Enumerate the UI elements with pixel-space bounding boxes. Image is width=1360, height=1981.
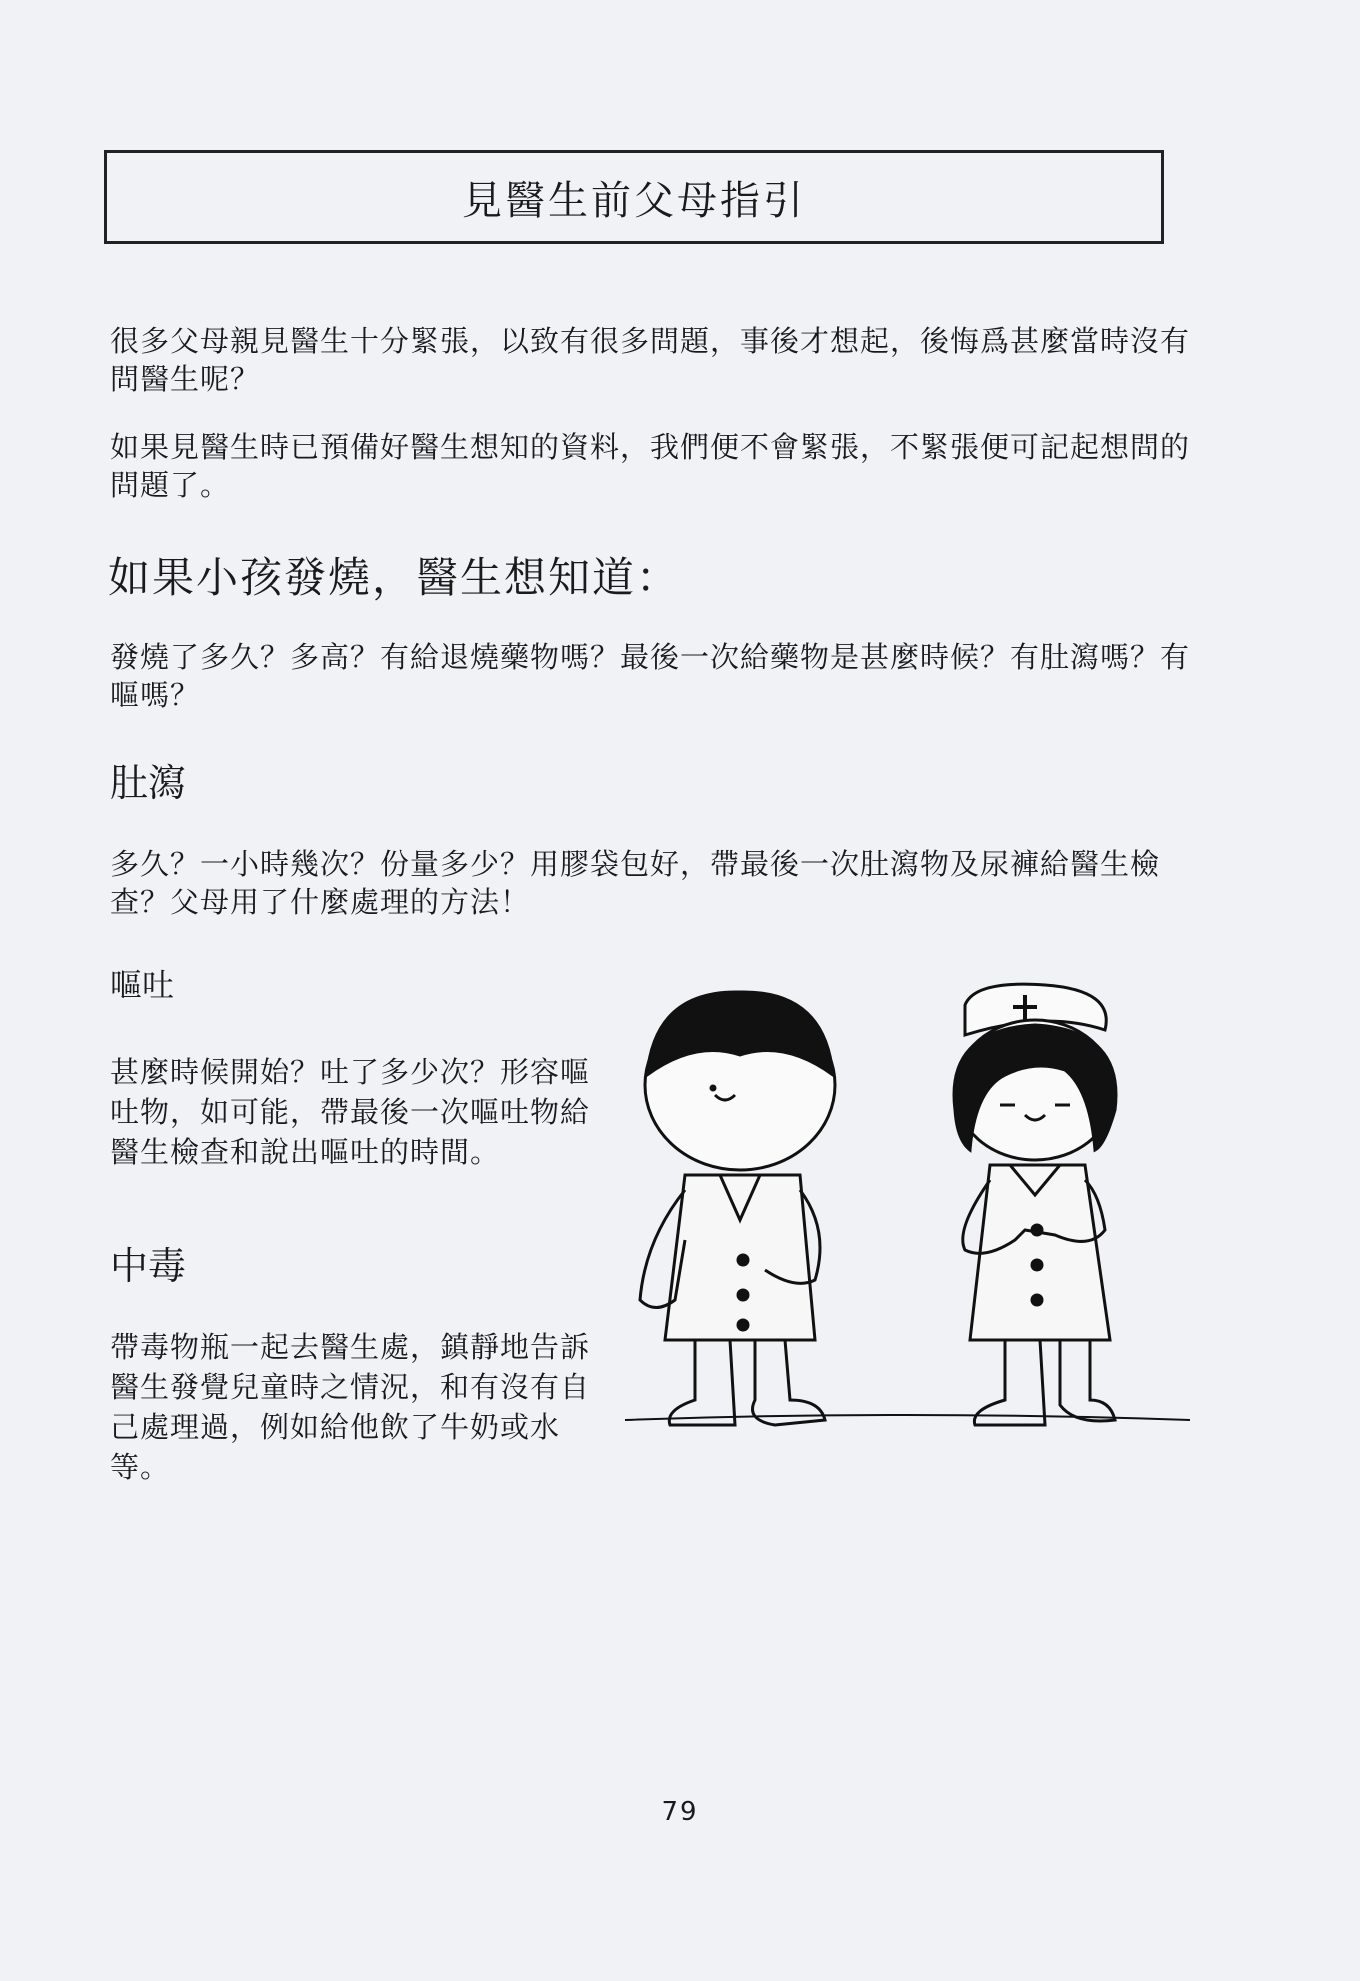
intro-paragraph-1: 很多父母親見醫生十分緊張，以致有很多問題，事後才想起，後悔爲甚麼當時沒有問醫生呢？ (110, 324, 1191, 396)
fever-text: 發燒了多久？多高？有給退燒藥物嗎？最後一次給藥物是甚麼時候？有肚瀉嗎？有嘔嗎？ (110, 640, 1191, 712)
intro-paragraph-2: 如果見醫生時已預備好醫生想知的資料，我們便不會緊張，不緊張便可記起想問的問題了。 (110, 430, 1191, 502)
diarrhea-text: 多久？一小時幾次？份量多少？用膠袋包好，帶最後一次肚瀉物及尿褲給醫生檢查？父母用了什麼處理的方法！ (110, 847, 1161, 919)
fever-heading: 如果小孩發燒，醫生想知道： (108, 553, 681, 602)
page-title: 見醫生前父母指引 (462, 177, 806, 224)
title-box (104, 150, 1164, 244)
vomit-heading: 嘔吐 (110, 966, 175, 1004)
poison-heading: 中毒 (110, 1244, 187, 1288)
nurse-figure (954, 984, 1116, 1425)
poison-text: 帶毒物瓶一起去醫生處，鎮靜地告訴醫生發覺兒童時之情況，和有沒有自己處理過，例如給他飲了牛奶或水等。 (110, 1330, 591, 1484)
doctor-figure (640, 992, 835, 1425)
diarrhea-heading: 肚瀉 (110, 761, 187, 805)
page-number: 79 (661, 1797, 699, 1827)
doctor-and-nurse-illustration (625, 980, 1190, 1440)
vomit-text: 甚麼時候開始？吐了多少次？形容嘔吐物，如可能，帶最後一次嘔吐物給醫生檢查和說出嘔吐的時間。 (110, 1055, 591, 1169)
